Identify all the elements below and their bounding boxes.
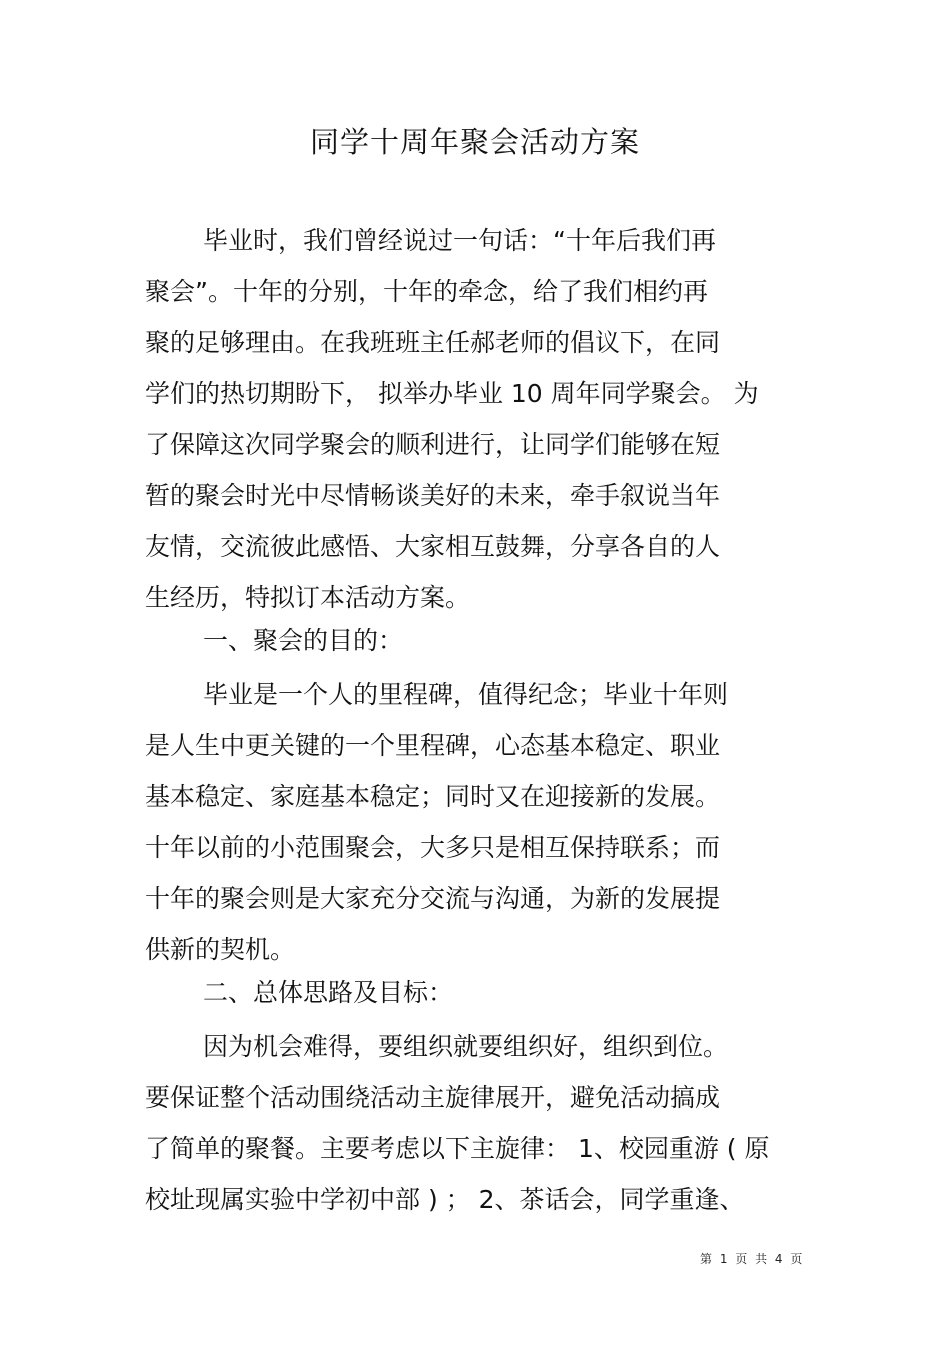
section-heading: 一、聚会的目的： (203, 626, 404, 655)
paragraph-line: 聚的足够理由。在我班班主任郝老师的倡议下，在同 (145, 328, 721, 357)
paragraph-line: 是人生中更关键的一个里程碑，心态基本稳定、职业 (145, 731, 721, 760)
paragraph-line: 校址现属实验中学初中部 ) ； 2、茶话会，同学重逢、 (145, 1185, 745, 1214)
paragraph-line: 供新的契机。 (145, 935, 296, 964)
paragraph-line: 毕业时，我们曾经说过一句话：“十年后我们再 (203, 226, 716, 255)
paragraph-line: 十年以前的小范围聚会，大多只是相互保持联系；而 (145, 833, 721, 862)
paragraph-line: 聚会”。十年的分别，十年的牵念，给了我们相约再 (145, 277, 708, 306)
paragraph-line: 毕业是一个人的里程碑，值得纪念；毕业十年则 (203, 680, 729, 709)
paragraph-line: 学们的热切期盼下， 拟举办毕业 10 周年同学聚会。 为 (145, 379, 759, 408)
paragraph-line: 了保障这次同学聚会的顺利进行，让同学们能够在短 (145, 430, 721, 459)
paragraph-line: 因为机会难得，要组织就要组织好，组织到位。 (203, 1032, 729, 1061)
paragraph-line: 十年的聚会则是大家充分交流与沟通，为新的发展提 (145, 884, 721, 913)
document-title: 同学十周年聚会活动方案 (309, 125, 640, 159)
paragraph-line: 了简单的聚餐。主要考虑以下主旋律： 1、校园重游 ( 原 (145, 1134, 770, 1163)
paragraph-line: 暂的聚会时光中尽情畅谈美好的未来，牵手叙说当年 (145, 481, 721, 510)
page-number-footer: 第 1 页 共 4 页 (700, 1252, 805, 1266)
paragraph-line: 生经历，特拟订本活动方案。 (145, 583, 471, 612)
paragraph-line: 友情，交流彼此感悟、大家相互鼓舞，分享各自的人 (145, 532, 721, 561)
paragraph-line: 基本稳定、家庭基本稳定；同时又在迎接新的发展。 (145, 782, 721, 811)
section-heading: 二、总体思路及目标： (203, 978, 454, 1007)
paragraph-line: 要保证整个活动围绕活动主旋律展开，避免活动搞成 (145, 1083, 721, 1112)
